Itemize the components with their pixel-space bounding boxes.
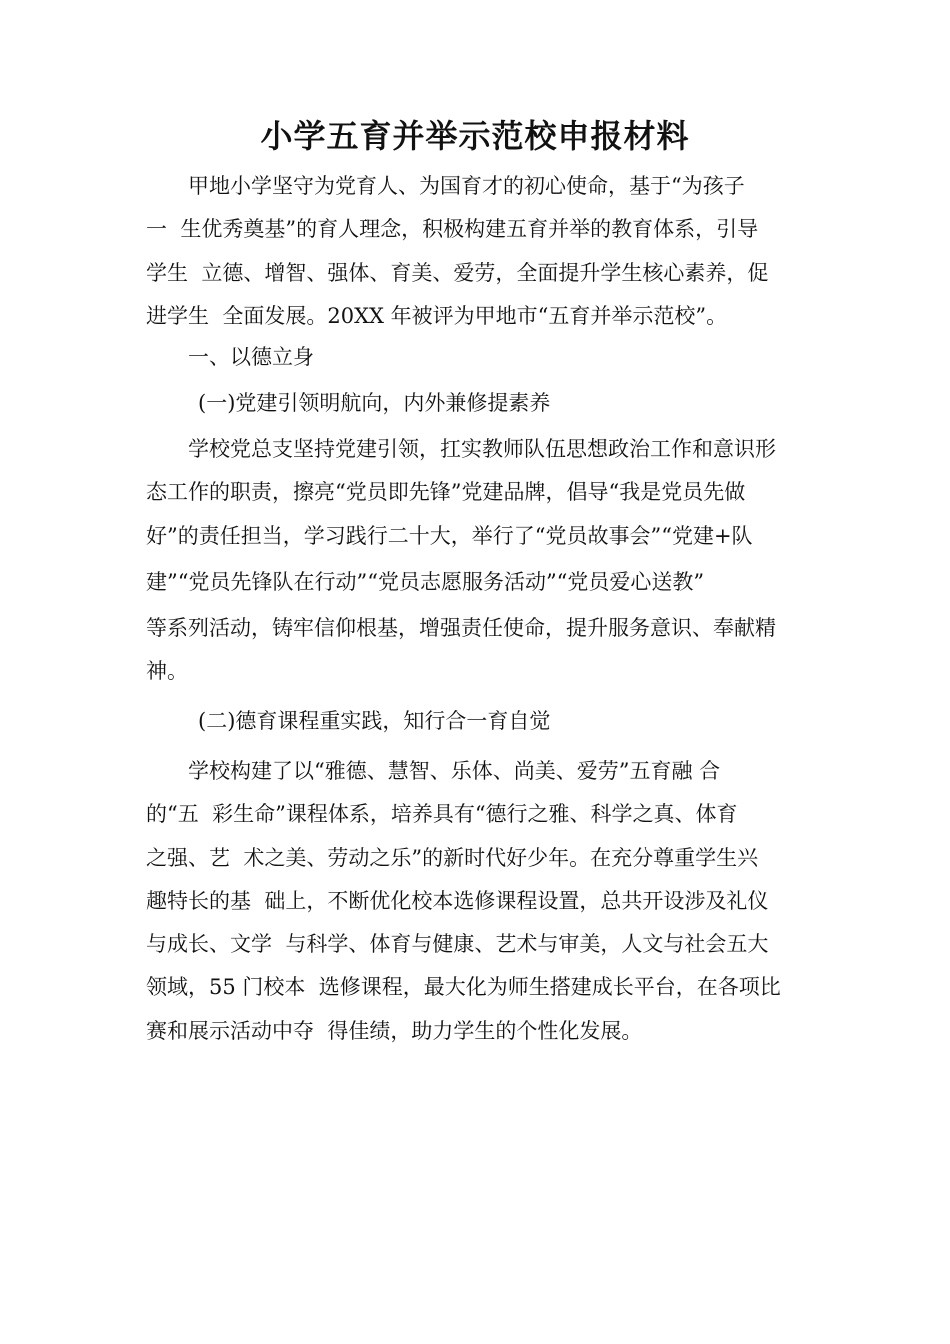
paragraph-line: 好”的责任担当，学习践行二十大，举行了“党员故事会”“党建+队 <box>146 523 753 548</box>
document-title: 小学五育并举示范校申报材料 <box>260 117 690 155</box>
section-heading: 一、以德立身 <box>188 345 314 369</box>
subsection-heading: (二)德育课程重实践，知行合一育自觉 <box>198 709 551 733</box>
paragraph-line: 学校党总支坚持党建引领，扛实教师队伍思想政治工作和意识形 <box>188 437 776 461</box>
paragraph-line: 态工作的职责，擦亮“党员即先锋”党建品牌，倡导“我是党员先做 <box>146 480 746 505</box>
paragraph-line: 一 生优秀奠基”的育人理念，积极构建五育并举的教育体系，引导 <box>146 217 759 242</box>
body-paragraph <box>146 750 810 1053</box>
paragraph-line: 甲地小学坚守为党育人、为国育才的初心使命，基于“为孩子 <box>188 174 745 198</box>
paragraph-line: 进学生 全面发展。20XX 年被评为甲地市“五育并举示范校”。 <box>146 303 728 328</box>
paragraph-line: 建”“党员先锋队在行动”“党员志愿服务活动”“党员爱心送教” <box>146 569 705 594</box>
paragraph-line: 趣特长的基 础上，不断优化校本选修课程设置，总共开设涉及礼仪 <box>146 888 769 913</box>
paragraph-line: 的“五 彩生命”课程体系，培养具有“德行之雅、科学之真、体育 <box>146 802 738 827</box>
paragraph-line: 领域，55 门校本 选修课程，最大化为师生搭建成长平台，在各项比 <box>146 975 781 1000</box>
paragraph-line: 学生 立德、增智、强体、育美、爱劳，全面提升学生核心素养，促 <box>146 260 769 285</box>
paragraph-line: 与成长、文学 与科学、体育与健康、艺术与审美，人文与社会五大 <box>146 932 769 957</box>
paragraph-line: 学校构建了以“雅德、慧智、乐体、尚美、爱劳”五育融 合 <box>188 759 721 783</box>
body-paragraph <box>146 428 810 693</box>
paragraph-line: 神。 <box>146 659 188 684</box>
intro-paragraph <box>146 165 810 338</box>
paragraph-line: 赛和展示活动中夺 得佳绩，助力学生的个性化发展。 <box>146 1018 643 1043</box>
paragraph-line: 之强、艺 术之美、劳动之乐”的新时代好少年。在充分尊重学生兴 <box>146 845 759 870</box>
subsection-heading: (一)党建引领明航向，内外兼修提素养 <box>198 391 551 415</box>
paragraph-line: 等系列活动，铸牢信仰根基，增强责任使命，提升服务意识、奉献精 <box>146 615 776 640</box>
